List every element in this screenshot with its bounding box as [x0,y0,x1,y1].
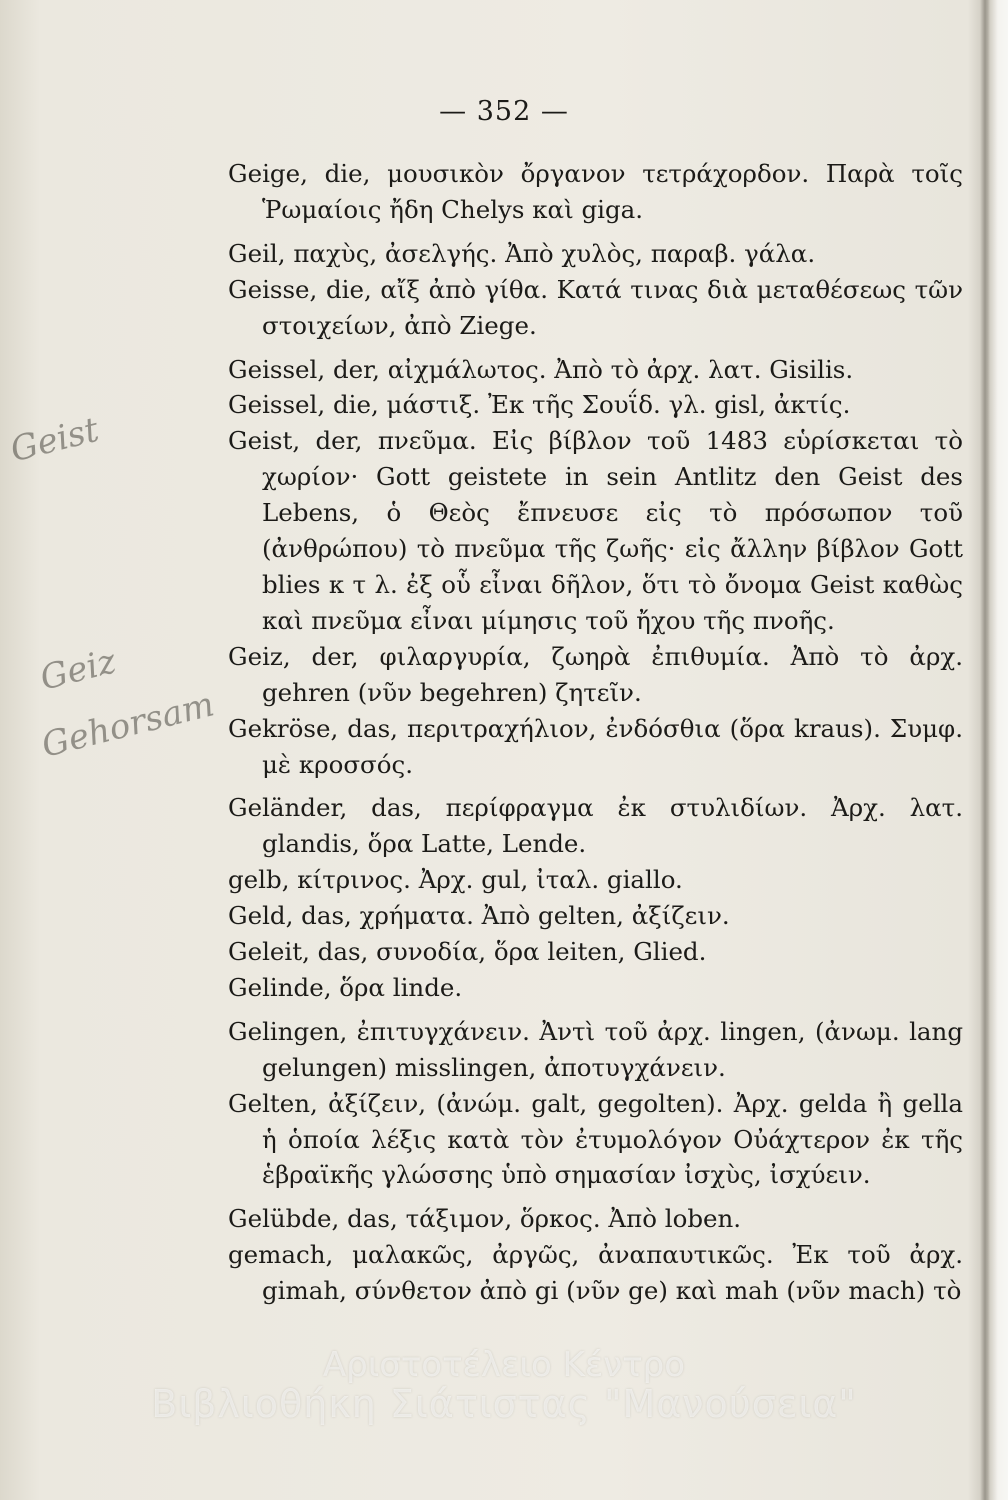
library-watermark-line1: Αριστοτέλειο Κέντρο [322,1345,686,1385]
dictionary-entry-gelten: Gelten, ἀξίζειν, (ἀνώμ. galt, gegolten). Ἀρχ. gelda ἢ gella ἡ ὁποία λέξις κατὰ τὸν ἐτυμολόγον Οὐάχτερον ἐκ τῆς ἑβραϊκῆς γλώσσης ὑπὸ σημασίαν ἰσχὺς, ἰσχύειν. [228,1088,963,1190]
dictionary-entry-geleit: Geleit, das, συνοδία, ὅρα leiten, Glied. [228,937,707,967]
handwritten-margin-note: Gehorsam [37,684,219,766]
dictionary-entry-geist: Geist, der, πνεῦμα. Εἰς βίβλον τοῦ 1483 εὑρίσκεται τὸ χωρίον· Gott geistete in sein Antlitz den Geist des Lebens, ὁ Θεὸς ἔπνευσε εἰς τὸ πρόσωπον τοῦ (ἀνθρώπου) τὸ πνεῦμα τῆς ζωῆς· εἰς ἄλλην βίβλον Gott blies κ τ λ. ἐξ οὗ εἶναι δῆλον, ὅτι τὸ ὄνομα Geist καθὼς καὶ πνεῦμα εἶναι μίμησις τοῦ ἤχου τῆς πνοῆς. [228,426,963,635]
handwritten-margin-note: Geist [6,409,103,471]
dictionary-entry-geiz: Geiz, der, φιλαργυρία, ζωηρὰ ἐπιθυμία. Ἀπὸ τὸ ἀρχ. gehren (νῦν begehren) ζητεῖν. [228,641,963,707]
dictionary-entry-geissel-der: Geissel, der, αἰχμάλωτος. Ἀπὸ τὸ ἀρχ. λατ. Gisilis. [228,354,854,384]
dictionary-entry-geld: Geld, das, χρήματα. Ἀπὸ gelten, ἀξίζειν. [228,901,730,931]
page-number: — 352 — [439,96,569,127]
dictionary-entry-gelingen: Gelingen, ἐπιτυγχάνειν. Ἀντὶ τοῦ ἀρχ. lingen, (ἀνωμ. lang gelungen) misslingen, ἀποτυγχάνειν. [228,1016,963,1082]
dictionary-entry-geluebde: Gelübde, das, τάξιμον, ὅρκος. Ἀπὸ loben. [228,1204,742,1234]
dictionary-entry-gelb: gelb, κίτρινος. Ἀρχ. gul, ἰταλ. giallo. [228,865,683,895]
dictionary-entry-geil: Geil, παχὺς, ἀσελγής. Ἀπὸ χυλὸς, παραβ. γάλα. [228,238,816,268]
book-spine-shadow [980,0,990,1500]
dictionary-entry-gemach: gemach, μαλακῶς, ἀργῶς, ἀναπαυτικῶς. Ἐκ τοῦ ἀρχ. gimah, σύνθετον ἀπὸ gi (νῦν ge) καὶ mah (νῦν mach) τὸ [228,1240,963,1306]
dictionary-entry-geige: Geige, die, μουσικὸν ὄργανον τετράχορδον. Παρὰ τοῖς Ῥωμαίοις ἤδη Chelys καὶ giga. [228,159,963,224]
dictionary-entry-geissel-die: Geissel, die, μάστιξ. Ἐκ τῆς Σουΐδ. γλ. gisl, ἀκτίς. [228,390,851,420]
dictionary-entry-gekroese: Gekröse, das, περιτραχήλιον, ἐνδόσθια (ὅρα kraus). Συμφ. μὲ κροσσός. [228,713,963,779]
dictionary-entry-geisse: Geisse, die, αἴξ ἀπὸ γίθα. Κατά τινας διὰ μεταθέσεως τῶν στοιχείων, ἀπὸ Ziege. [228,274,963,340]
dictionary-entry-gelaender: Geländer, das, περίφραγμα ἐκ στυλιδίων. Ἀρχ. λατ. glandis, ὅρα Latte, Lende. [228,793,963,859]
library-watermark-line2: Βιβλιοθήκη Σιάτιστας "Μανούσεια" [151,1382,857,1426]
dictionary-entries [228,156,963,1309]
handwritten-margin-note: Geiz [36,641,120,699]
dictionary-entry-gelinde: Gelinde, ὅρα linde. [228,972,463,1002]
